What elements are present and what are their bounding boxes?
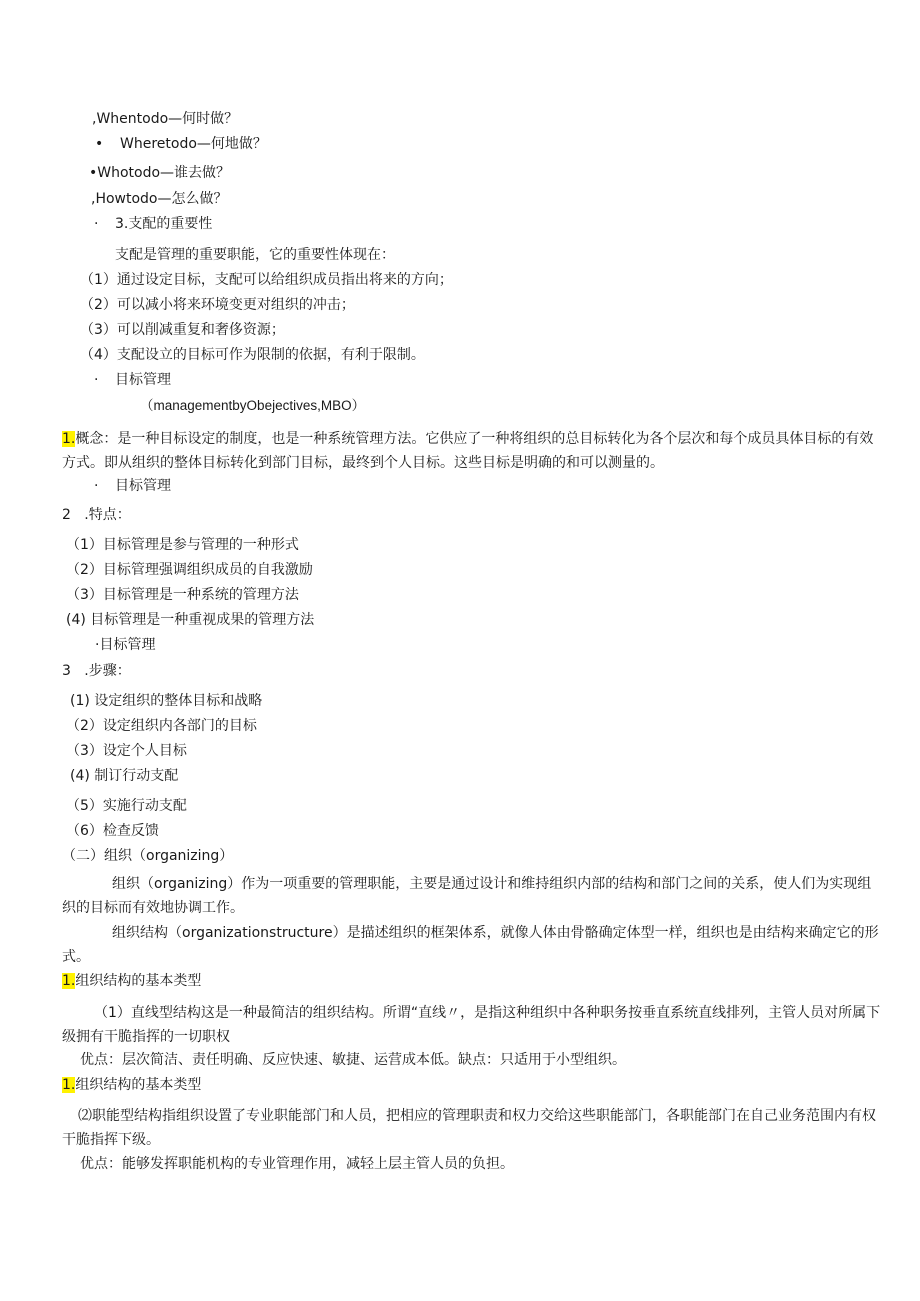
section-title: 目标管理 [115, 372, 171, 388]
highlight-number: 1. [62, 1077, 76, 1093]
section-title: 2 .特点： [62, 507, 131, 523]
how-line: ,Howtodo—怎么做？ [91, 191, 228, 207]
section-title: 3 .步骤： [62, 663, 131, 679]
list-item: (1) 设定组织的整体目标和战略 [70, 693, 263, 709]
list-item: (4) 制订行动支配 [70, 768, 179, 784]
paragraph: 优点：能够发挥职能机构的专业管理作用，减轻上层主管人员的负担。 [80, 1156, 514, 1172]
list-item: （3）设定个人目标 [66, 743, 187, 759]
paragraph: 优点：层次简洁、责任明确、反应快速、敏捷、运营成本低。缺点：只适用于小型组织。 [80, 1052, 626, 1068]
list-item: （3）可以削减重复和奢侈资源； [80, 322, 285, 338]
list-item: （2）设定组织内各部门的目标 [66, 718, 257, 734]
subtitle: （managementbyObejectives,MBO） [140, 398, 366, 413]
paragraph: ⑵职能型结构指组织设置了专业职能部门和人员，把相应的管理职责和权力交给这些职能部门，各职能部门在自己业务范围内有权干脆指挥下级。 [62, 1108, 876, 1148]
bullet: · [94, 478, 99, 494]
paragraph: 支配是管理的重要职能，它的重要性体现在： [115, 247, 395, 263]
heading [62, 1076, 201, 1094]
who-line: •Whotodo—谁去做？ [89, 165, 231, 181]
bullet: · [94, 216, 99, 232]
where-line: Wheretodo—何地做？ [120, 136, 267, 152]
section-title: 3.支配的重要性 [115, 216, 213, 232]
list-item: （1）通过设定目标，支配可以给组织成员指出将来的方向； [80, 272, 453, 288]
section-title: （二）组织（organizing） [62, 848, 234, 864]
section-title: ·目标管理 [95, 637, 156, 653]
list-item: （3）目标管理是一种系统的管理方法 [66, 587, 299, 603]
heading-text: 组织结构的基本类型 [75, 973, 202, 989]
when-line: ,Whentodo—何时做？ [92, 111, 239, 127]
paragraph: 组织（organizing）作为一项重要的管理职能，主要是通过设计和维持组织内部的结构和部门之间的关系，使人们为实现组织的目标而有效地协调工作。 [62, 876, 872, 916]
concept-paragraph [62, 427, 882, 475]
list-item: （5）实施行动支配 [66, 798, 187, 814]
bullet: · [94, 372, 99, 388]
highlight-number: 1. [62, 973, 76, 989]
bullet: • [95, 136, 104, 152]
list-item: (4) 目标管理是一种重视成果的管理方法 [66, 612, 315, 628]
paragraph: 组织结构（organizationstructure）是描述组织的框架体系，就像人体由骨骼确定体型一样，组织也是由结构来确定它的形式。 [62, 925, 879, 965]
list-item: （2）目标管理强调组织成员的自我激励 [66, 562, 313, 578]
highlight-number: 1. [62, 431, 76, 447]
list-item: （6）检查反馈 [66, 823, 159, 839]
paragraph: （1）直线型结构这是一种最简洁的组织结构。所谓“直线〃，是指这种组织中各种职务按垂直系统直线排列，主管人员对所属下级拥有干脆指挥的一切职权 [62, 1005, 881, 1045]
list-item: （1）目标管理是参与管理的一种形式 [66, 537, 299, 553]
heading-text: 组织结构的基本类型 [75, 1077, 202, 1093]
list-item: （2）可以减小将来环境变更对组织的冲击； [80, 297, 355, 313]
list-item: （4）支配设立的目标可作为限制的依据，有利于限制。 [80, 347, 425, 363]
section-title: 目标管理 [115, 478, 171, 494]
heading [62, 972, 201, 990]
paragraph-text: 概念：是一种目标设定的制度，也是一种系统管理方法。它供应了一种将组织的总目标转化为各个层次和每个成员具体目标的有效方式。即从组织的整体目标转化到部门目标，最终到个人目标。这些目标是明确的和可以测量的。 [62, 431, 874, 471]
